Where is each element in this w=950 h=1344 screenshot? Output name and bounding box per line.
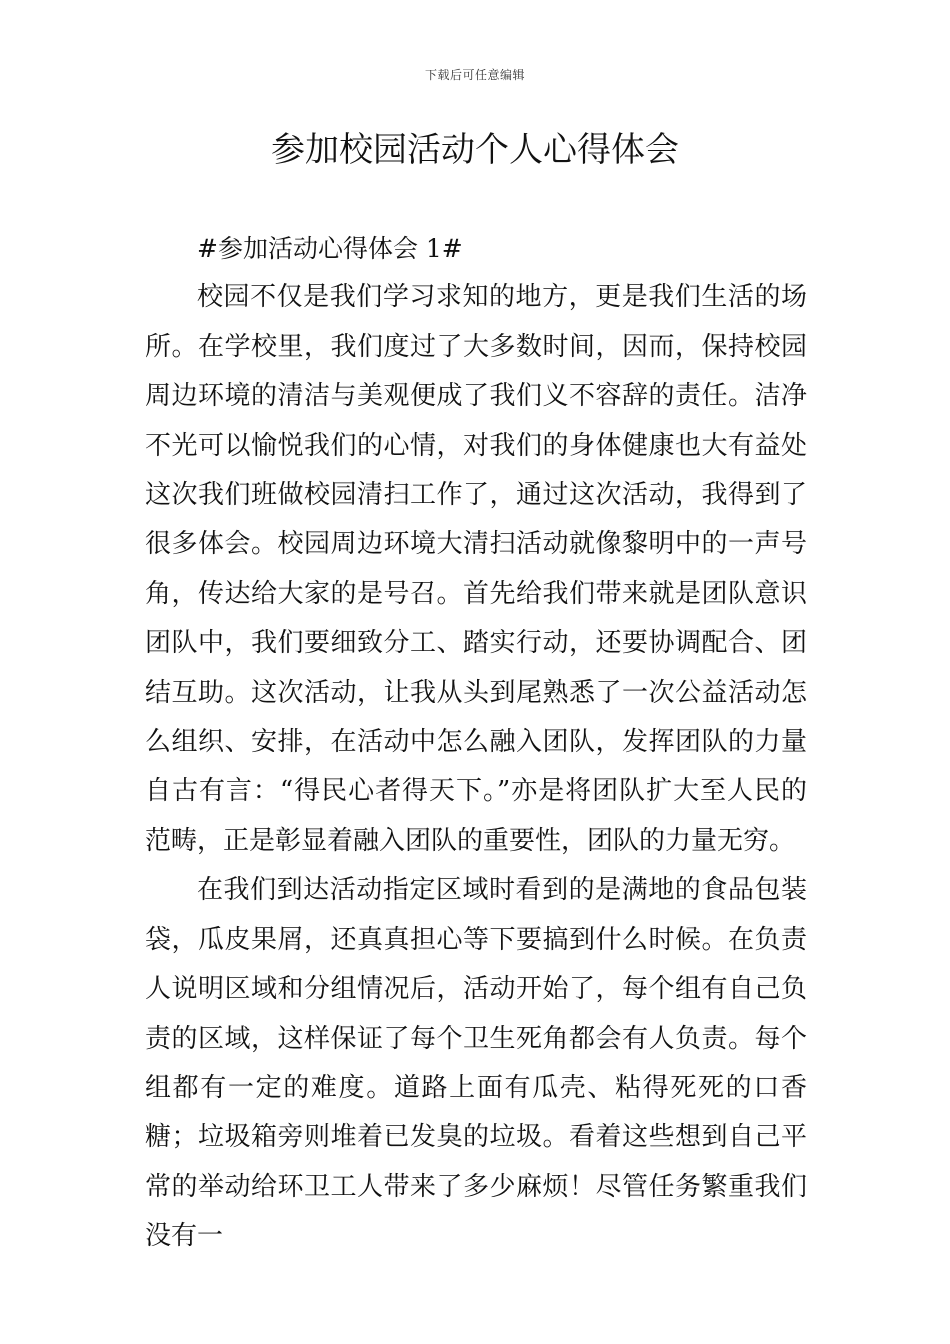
- body-paragraph-1: 校园不仅是我们学习求知的地方，更是我们生活的场所。在学校里，我们度过了大多数时间，因而，保持校园周边环境的清洁与美观便成了我们义不容辞的责任。洁净不光可以愉悦我们的心情，对我们的身体健康也大有益处这次我们班做校园清扫工作了，通过这次活动，我得到了很多体会。校园周边环境大清扫活动就像黎明中的一声号角，传达给大家的是号召。首先给我们带来就是团队意识团队中，我们要细致分工、踏实行动，还要协调配合、团结互助。这次活动，让我从头到尾熟悉了一次公益活动怎么组织、安排，在活动中怎么融入团队，发挥团队的力量自古有言：“得民心者得天下。”亦是将团队扩大至人民的范畴，正是彰显着融入团队的重要性，团队的力量无穷。: [145, 282, 807, 856]
- section-heading: #参加活动心得体会 1#: [197, 234, 463, 263]
- page-header-note: 下载后可任意编辑: [424, 68, 525, 82]
- document-body: [145, 224, 807, 1262]
- body-paragraph-2: 在我们到达活动指定区域时看到的是满地的食品包装袋，瓜皮果屑，还真真担心等下要搞到什么时候。在负责人说明区域和分组情况后，活动开始了，每个组有自己负责的区域，这样保证了每个卫生死角都会有人负责。每个组都有一定的难度。道路上面有瓜壳、粘得死死的口香糖；垃圾箱旁则堆着已发臭的垃圾。看着这些想到自己平常的举动给环卫工人带来了多少麻烦！尽管任务繁重我们没有一: [145, 875, 807, 1252]
- document-title: 参加校园活动个人心得体会: [271, 130, 679, 170]
